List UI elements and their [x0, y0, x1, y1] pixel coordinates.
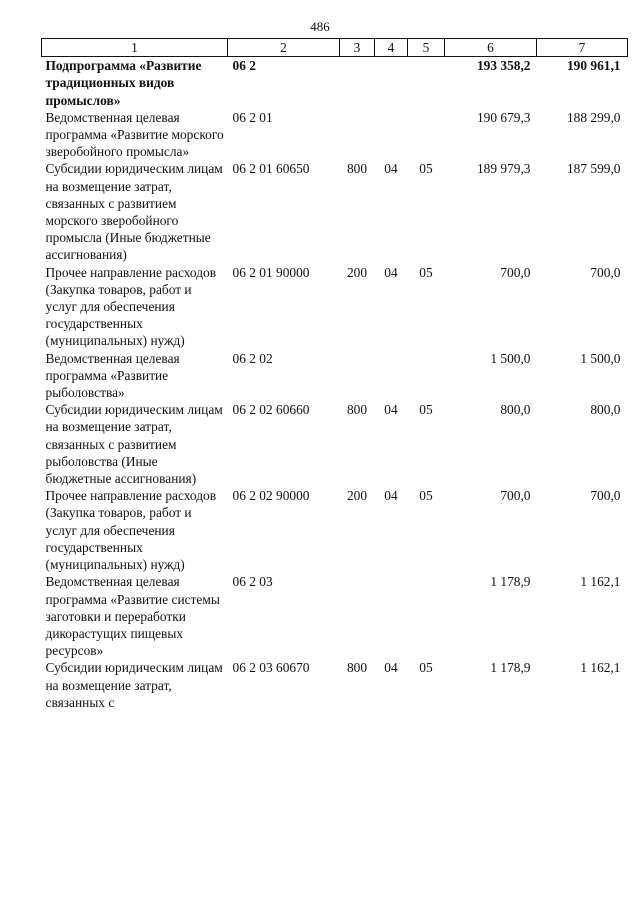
row-col5	[408, 350, 445, 402]
row-value-6: 800,0	[500, 402, 531, 418]
header-cell-1: 1	[42, 39, 228, 57]
table-row	[42, 401, 628, 487]
row-code: 06 2 03 60670	[232, 660, 310, 676]
row-value-7: 700,0	[590, 264, 621, 280]
row-value-6: 700,0	[500, 264, 531, 280]
row-col3	[340, 573, 375, 659]
row-value-6: 1 178,9	[490, 660, 531, 676]
row-col5	[408, 573, 445, 659]
row-value-7: 188 299,0	[566, 109, 621, 125]
row-col3	[340, 57, 375, 109]
row-code: 06 2 02	[232, 350, 273, 366]
row-name: Ведомственная целевая программа «Развитие морского зверобойного промысла»	[45, 109, 224, 160]
header-cell-4: 4	[375, 39, 408, 57]
row-value-7: 700,0	[590, 488, 621, 504]
row-col3: 800	[346, 402, 368, 418]
row-col3	[340, 350, 375, 402]
row-code: 06 2 01 90000	[232, 264, 310, 280]
row-name: Субсидии юридическим лицам на возмещение затрат, связанных с развитием рыболовства (Иные бюджетные ассигнования)	[45, 402, 223, 487]
row-col4: 04	[384, 402, 398, 418]
row-col4: 04	[384, 161, 398, 177]
row-value-6: 193 358,2	[476, 58, 531, 74]
row-value-6: 189 979,3	[476, 161, 531, 177]
row-value-7: 1 162,1	[580, 660, 621, 676]
row-col3: 800	[346, 660, 368, 676]
row-name: Субсидии юридическим лицам на возмещение затрат, связанных с	[45, 660, 223, 710]
row-col5: 05	[419, 264, 433, 280]
row-value-7: 187 599,0	[566, 161, 621, 177]
row-value-7: 1 162,1	[580, 574, 621, 590]
header-cell-2: 2	[228, 39, 340, 57]
table-row	[42, 659, 628, 711]
row-col5: 05	[419, 402, 433, 418]
table-row	[42, 160, 628, 263]
row-name: Субсидии юридическим лицам на возмещение затрат, связанных с развитием морского зверобойного промысла (Иные бюджетные ассигнования)	[45, 161, 223, 263]
row-name: Ведомственная целевая программа «Развитие рыболовства»	[45, 350, 180, 401]
table-row	[42, 109, 628, 161]
row-code: 06 2 01 60650	[232, 161, 310, 177]
row-col4: 04	[384, 264, 398, 280]
row-value-6: 190 679,3	[476, 109, 531, 125]
row-col4	[375, 573, 408, 659]
budget-table	[41, 38, 628, 711]
page-number: 486	[310, 19, 330, 34]
row-name: Подпрограмма «Развитие традиционных видов промыслов»	[45, 58, 202, 108]
table-row	[42, 264, 628, 350]
header-cell-3: 3	[340, 39, 375, 57]
row-col4: 04	[384, 660, 398, 676]
row-value-7: 1 500,0	[580, 350, 621, 366]
row-col3	[340, 109, 375, 161]
budget-table-container	[41, 38, 627, 711]
row-col5: 05	[419, 488, 433, 504]
row-col3: 800	[346, 161, 368, 177]
row-value-6: 1 178,9	[490, 574, 531, 590]
header-cell-5: 5	[408, 39, 445, 57]
row-code: 06 2	[232, 58, 256, 74]
table-row	[42, 350, 628, 402]
row-col4	[375, 350, 408, 402]
row-name: Ведомственная целевая программа «Развитие системы заготовки и переработки дикорастущих пищевых ресурсов»	[45, 574, 220, 659]
row-col3: 200	[346, 488, 368, 504]
row-col5: 05	[419, 660, 433, 676]
table-row	[42, 487, 628, 573]
row-code: 06 2 03	[232, 574, 273, 590]
row-col5	[408, 109, 445, 161]
row-name: Прочее направление расходов (Закупка товаров, работ и услуг для обеспечения государственных (муниципальных) нужд)	[45, 264, 217, 349]
row-code: 06 2 01	[232, 109, 273, 125]
row-value-7: 190 961,1	[566, 58, 621, 74]
row-value-7: 800,0	[590, 402, 621, 418]
row-code: 06 2 02 90000	[232, 488, 310, 504]
header-cell-7: 7	[537, 39, 628, 57]
row-value-6: 700,0	[500, 488, 531, 504]
table-row	[42, 57, 628, 109]
row-name: Прочее направление расходов (Закупка товаров, работ и услуг для обеспечения государственных (муниципальных) нужд)	[45, 488, 217, 573]
row-col4: 04	[384, 488, 398, 504]
row-col3: 200	[346, 264, 368, 280]
header-cell-6: 6	[445, 39, 537, 57]
table-row	[42, 573, 628, 659]
row-col5: 05	[419, 161, 433, 177]
row-value-6: 1 500,0	[490, 350, 531, 366]
row-col4	[375, 109, 408, 161]
row-code: 06 2 02 60660	[232, 402, 310, 418]
header-row	[42, 39, 628, 57]
row-col5	[408, 57, 445, 109]
row-col4	[375, 57, 408, 109]
